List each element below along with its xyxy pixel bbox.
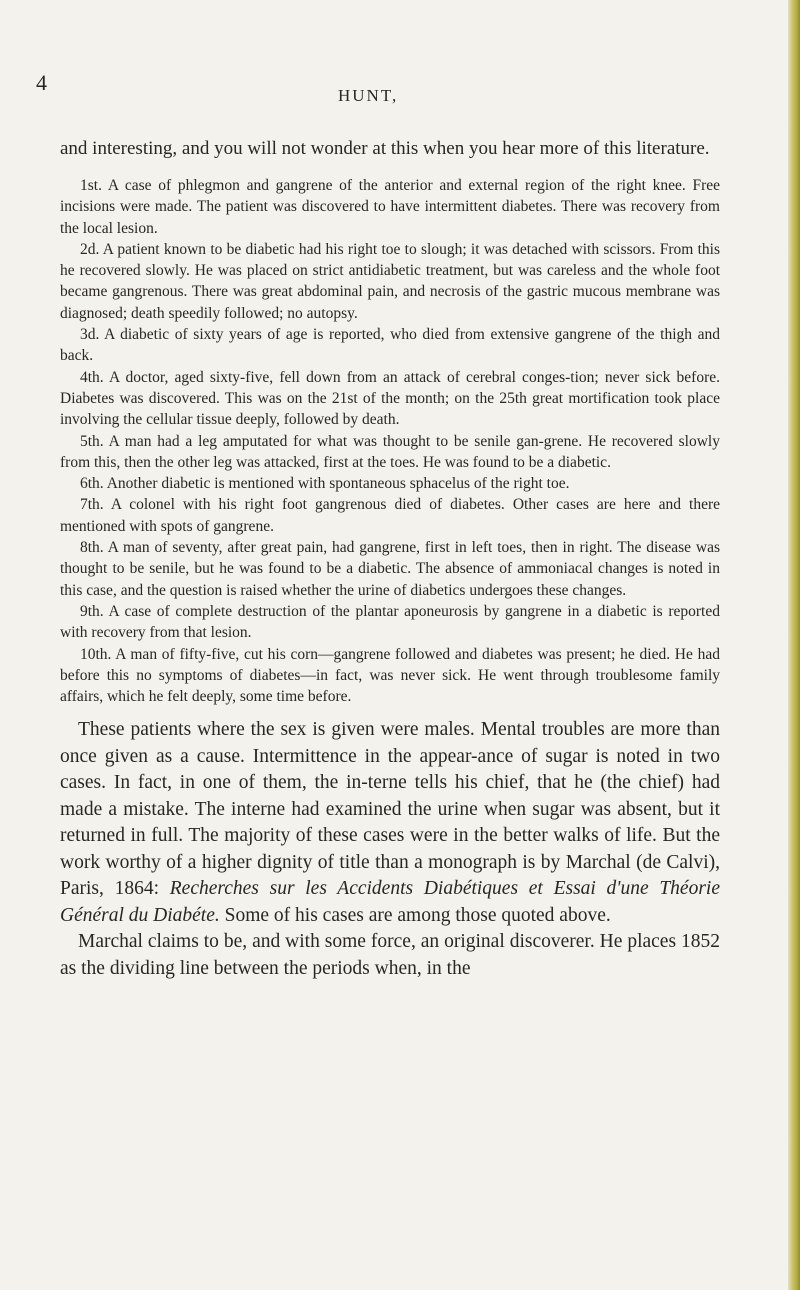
case-item: 5th. A man had a leg amputated for what was thought to be senile gan-grene. He recovered slowly from this, then the other leg was attacked, first at the toes. He was found to be a diabetic. [60,432,720,471]
marchal-paragraph: Marchal claims to be, and with some force, an original discoverer. He places 1852 as the dividing line between the periods when, in the [60,931,720,979]
case-item: 2d. A patient known to be diabetic had his right toe to slough; it was detached with scissors. From this he recovered slowly. He was placed on strict antidiabetic treatment, but was careless and the whole foot became gangrenous. There was great abdominal pain, and necrosis of the gastric mucous membrane was diagnosed; death speedily followed; no autopsy. [60,240,720,322]
page-edge [788,0,800,1290]
case-item: 7th. A colonel with his right foot gangrenous died of diabetes. Other cases are here and there mentioned with spots of gangrene. [60,496,720,535]
case-list [60,175,720,707]
case-item: 8th. A man of seventy, after great pain, had gangrene, first in left toes, then in right. The disease was thought to be senile, but he was found to be a diabetic. The absence of ammoniacal changes is noted in this case, and the question is raised whether the urine of diabetics undergoes these changes. [60,539,720,599]
page-content [60,136,720,982]
running-head: HUNT, [338,86,399,105]
case-item: 3d. A diabetic of sixty years of age is reported, who died from extensive gangrene of the thigh and back. [60,326,720,365]
body-text [60,717,720,982]
paragraph-text: These patients where the sex is given were males. Mental troubles are more than once given as a cause. Intermittence in the appear-ance of sugar is noted in two cases. In fact, in one of them, the in-terne tells his chief, that he (the chief) had made a mistake. The interne had examined the urine when sugar was absent, but it returned in full. The majority of these cases were in the better walks of life. But the work worthy of a higher dignity of title than a monograph is by Marchal (de Calvi), Paris, 1864: [60,719,720,900]
page-number: 4 [36,70,47,95]
case-item: 1st. A case of phlegmon and gangrene of the anterior and external region of the right knee. Free incisions were made. The patient was discovered to have intermittent diabetes. There was recovery from the local lesion. [60,177,720,237]
case-item: 4th. A doctor, aged sixty-five, fell down from an attack of cerebral conges-tion; never sick before. Diabetes was discovered. This was on the 21st of the month; on the 25th great mortification took place involving the cellular tissue deeply, followed by death. [60,368,720,429]
book-title: Recherches sur les Accidents Diabétiques et Essai d'une Théorie Général du Diabéte. [60,878,721,926]
case-item: 10th. A man of fifty-five, cut his corn—gangrene followed and diabetes was present; he died. He had before this no symptoms of diabetes—in fact, was never sick. He went through troublesome family affairs, which he felt deeply, some time before. [60,645,720,706]
intro-paragraph: and interesting, and you will not wonder at this when you hear more of this literature. [60,138,710,159]
discussion-paragraph [60,717,720,929]
case-item: 6th. Another diabetic is mentioned with spontaneous sphacelus of the right toe. [80,475,570,493]
paragraph-text-after: Some of his cases are among those quoted above. [219,904,611,926]
case-item: 9th. A case of complete destruction of the plantar aponeurosis by gangrene in a diabetic is reported with recovery from that lesion. [60,602,720,642]
